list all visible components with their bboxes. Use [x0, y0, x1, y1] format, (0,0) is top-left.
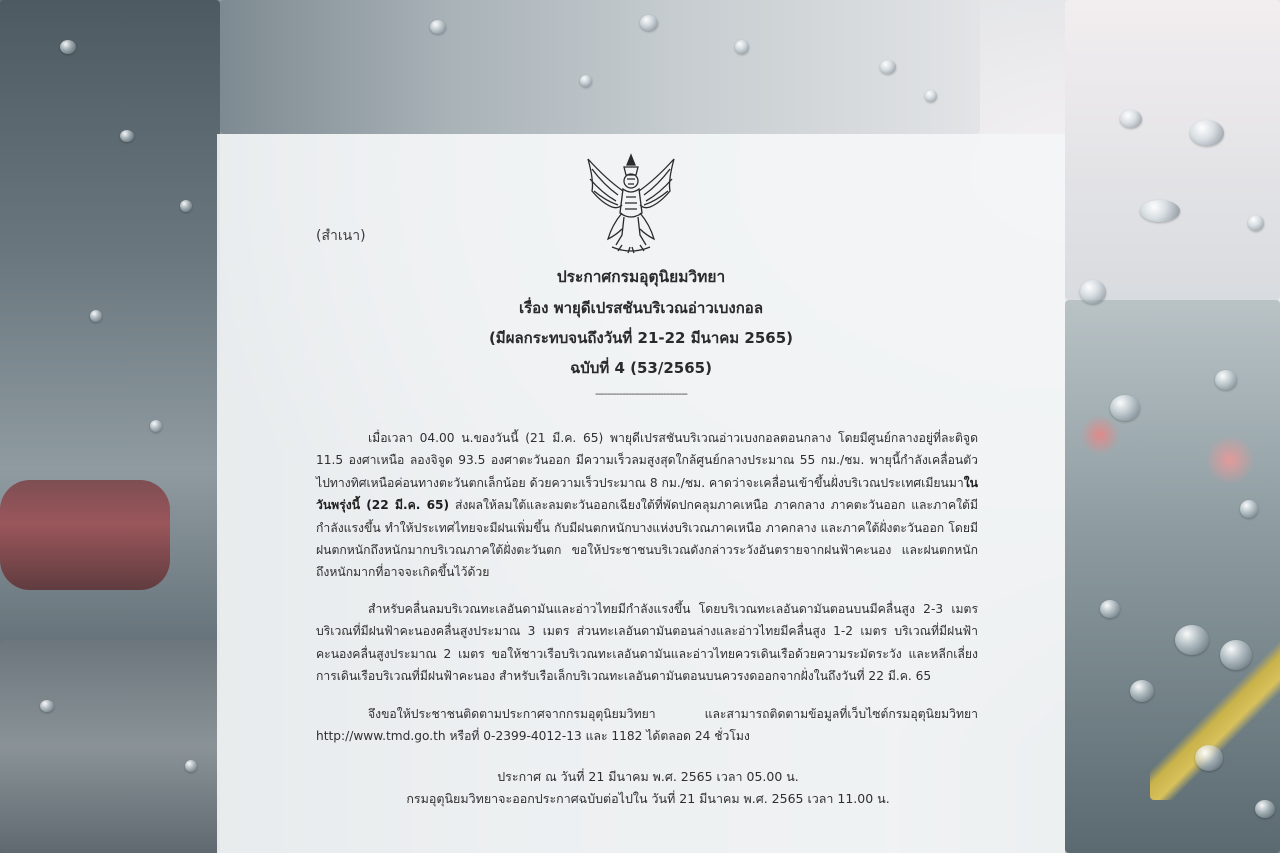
title-divider: -------------------------------	[594, 387, 688, 400]
paragraph-storm-text: เมื่อเวลา 04.00 น.ของวันนี้ (21 มี.ค. 65) พายุดีเปรสชันบริเวณอ่าวเบงกอลตอนกลาง โดยมีศูนย์กลางอยู่ที่ละติจูด 11.5 องศาเหนือ ลองจิจูด 93.5 องศาตะวันออก มีความเร็วลมสูงสุดใกล้ศูนย์กลางประมาณ 55 กม./ชม. พายุนี้กำลังเคลื่อนตัวไปทางทิศเหนือค่อนทางตะวันตกเล็กน้อย ด้วยความเร็วประมาณ 8 กม./ชม. คาดว่าจะเคลื่อนเข้าขึ้นฝั่งบริเวณประเทศเมียนมา	[316, 431, 978, 490]
raindrop	[120, 130, 134, 142]
raindrop	[90, 310, 102, 322]
announcement-issue-number: ฉบับที่ 4 (53/2565)	[570, 359, 712, 377]
raindrop	[1120, 110, 1142, 128]
raindrop	[580, 75, 592, 87]
raindrop	[1110, 395, 1140, 421]
raindrop	[1175, 625, 1209, 655]
background-red-light	[1205, 435, 1255, 485]
background-red-light	[1080, 415, 1120, 455]
background-red-car	[0, 480, 170, 590]
announcement-effect-period: (มีผลกระทบจนถึงวันที่ 21-22 มีนาคม 2565)	[488, 329, 794, 347]
raindrop	[880, 60, 896, 74]
raindrop	[1240, 500, 1258, 518]
announcement-issued-date: ประกาศ ณ วันที่ 21 มีนาคม พ.ศ. 2565 เวลา 05.00 น.	[497, 769, 799, 784]
raindrop	[1255, 800, 1275, 818]
raindrop	[1130, 680, 1154, 702]
paragraph-storm-details	[316, 427, 978, 584]
garuda-emblem-icon	[582, 151, 680, 257]
raindrop	[1080, 280, 1106, 304]
raindrop	[150, 420, 162, 432]
background-street	[0, 640, 220, 853]
background-building-top	[220, 0, 980, 134]
raindrop	[735, 40, 749, 54]
copy-label: (สำเนา)	[316, 228, 366, 244]
raindrop	[1190, 120, 1224, 146]
raindrop	[430, 20, 446, 34]
background-yellow-line	[1150, 640, 1280, 800]
raindrop	[60, 40, 76, 54]
paragraph-follow-updates: จึงขอให้ประชาชนติดตามประกาศจากกรมอุตุนิยมวิทยา และสามารถติดตามข้อมูลที่เว็บไซต์กรมอุตุนิยมวิทยา http://www.tmd.go.th หรือที่ 0-2399-4012-13 และ 1182 ได้ตลอด 24 ชั่วโมง	[316, 707, 978, 744]
raindrop	[1195, 745, 1223, 771]
raindrop	[180, 200, 192, 212]
raindrop	[1215, 370, 1237, 390]
paragraph-sea-conditions: สำหรับคลื่นลมบริเวณทะเลอันดามันและอ่าวไทยมีกำลังแรงขึ้น โดยบริเวณทะเลอันดามันตอนบนมีคลื่นสูง 2-3 เมตร บริเวณที่มีฝนฟ้าคะนองคลื่นสูงประมาณ 3 เมตร ส่วนทะเลอันดามันตอนล่างและอ่าวไทยมีคลื่นสูง 1-2 เมตร บริเวณที่มีฝนฟ้าคะนองคลื่นสูงประมาณ 2 เมตร ขอให้ชาวเรือบริเวณทะเลอันดามันและอ่าวไทยควรเดินเรือด้วยความระมัดระวัง และหลีกเลี่ยงการเดินเรือบริเวณที่มีฝนฟ้าคะนอง สำหรับเรือเล็กบริเวณทะเลอันดามันตอนบนควรงดออกจากฝั่งในถึงวันที่ 22 มี.ค. 65	[316, 602, 978, 684]
raindrop	[640, 15, 658, 31]
raindrop	[925, 90, 937, 102]
raindrop	[1220, 640, 1252, 670]
next-announcement-note: กรมอุตุนิยมวิทยาจะออกประกาศฉบับต่อไปใน วันที่ 21 มีนาคม พ.ศ. 2565 เวลา 11.00 น.	[406, 791, 890, 806]
announcement-subject: เรื่อง พายุดีเปรสชันบริเวณอ่าวเบงกอล	[518, 299, 764, 317]
raindrop	[40, 700, 54, 712]
raindrop	[1140, 200, 1180, 222]
raindrop	[1248, 215, 1264, 231]
raindrop	[1100, 600, 1120, 618]
raindrop	[185, 760, 197, 772]
announcement-panel	[217, 134, 1065, 853]
background-right-bright	[1065, 0, 1280, 300]
paragraph-storm-impact: ส่งผลให้ลมใต้และลมตะวันออกเฉียงใต้ที่พัดปกคลุมภาคเหนือ ภาคกลาง ภาคตะวันออก และภาคใต้มีกำลังแรงขึ้น ทำให้ประเทศไทยจะมีฝนเพิ่มขึ้น กับมีฝนตกหนักบางแห่งบริเวณภาคเหนือ ภาคกลาง และภาคใต้ฝั่งตะวันออก โดยมีฝนตกหนักถึงหนักมากบริเวณภาคใต้ฝั่งตะวันตก ขอให้ประชาชนบริเวณดังกล่าวระวังอันตรายจากฝนฟ้าคะนอง และฝนตกหนักถึงหนักมากที่อาจจะเกิดขึ้นไว้ด้วย	[316, 498, 978, 580]
announcement-title: ประกาศกรมอุตุนิยมวิทยา	[556, 268, 726, 286]
paragraph-storm-bold-date: ในวันพรุ่งนี้ (22 มี.ค. 65)	[316, 475, 978, 513]
